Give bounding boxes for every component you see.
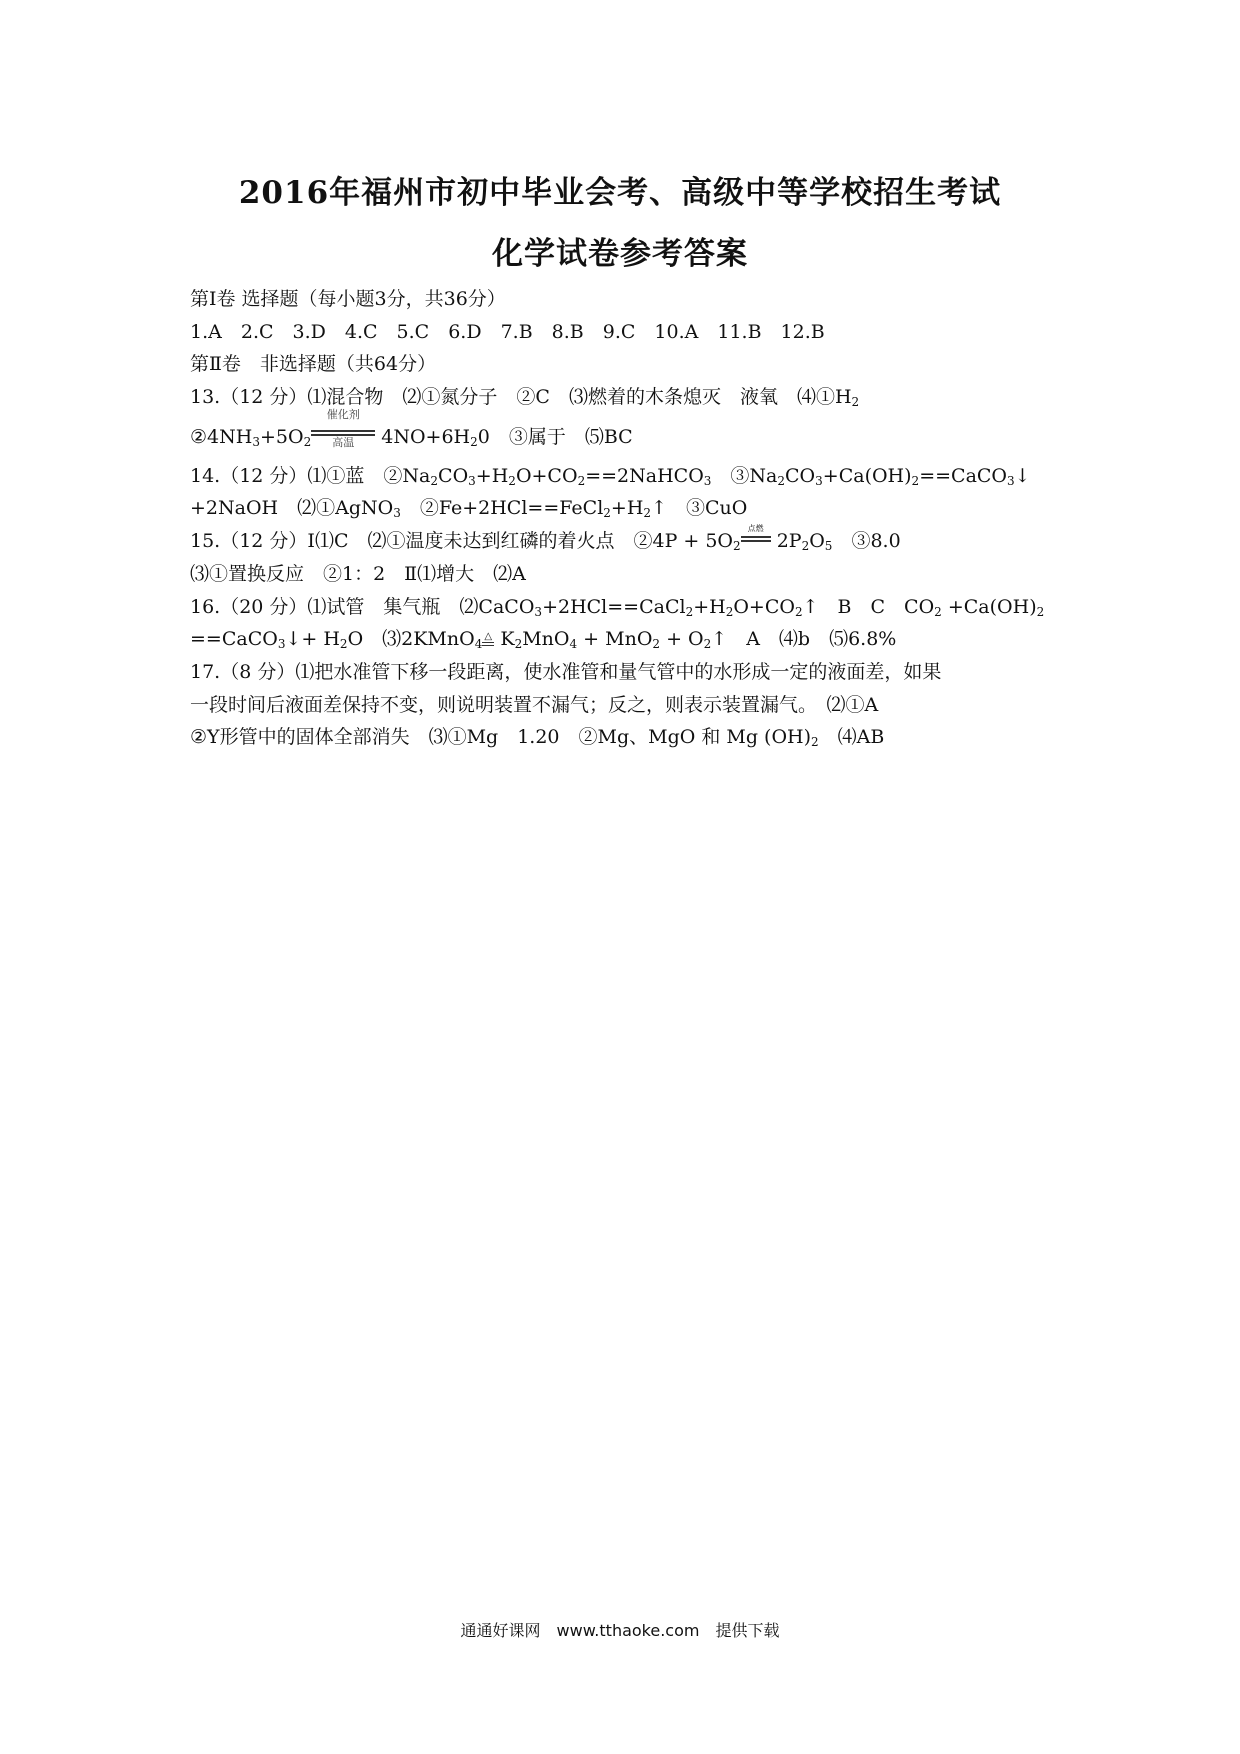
q15-line2: ⑶①置换反应 ②1：2 Ⅱ⑴增大 ⑵A: [190, 562, 526, 585]
q13-line1: 13.（12 分）⑴混合物 ⑵①氮分子 ②C ⑶燃着的木条熄灭 液氧 $⑷①H_2$: [190, 386, 860, 410]
q17-line2: 一段时间后液面差保持不变，则说明装置不漏气；反之，则表示装置漏气。 ⑵①A: [190, 693, 879, 716]
q17-line1: 17.（8 分）⑴把水准管下移一段距离，使水准管和量气管中的水形成一定的液面差，如果: [190, 660, 942, 683]
answer-body: [190, 283, 1070, 754]
q13-line2: $②4NH_3+5O_2$ 催化剂 高温 $4NO+6H_20$ ③属于 ⑸BC: [190, 407, 633, 449]
document-title: 2016年福州市初中毕业会考、高级中等学校招生考试: [238, 175, 1002, 211]
q14-line1: 14.（12 分）⑴①蓝 $②Na_2CO_3+H_2O+CO_2==2NaHCO_3$ $③Na_2CO_3+Ca(OH)_2==CaCO_3↓$: [190, 464, 1031, 488]
document-subtitle: 化学试卷参考答案: [492, 236, 748, 272]
q14-line2: +2NaOH ⑵①AgNO$_3$ $②Fe+2HCl==FeCl_2+H_2↑$ ③CuO: [190, 497, 748, 521]
ignition-condition-arrow: 点燃: [741, 532, 771, 552]
footer-watermark: 通通好课网 www.tthaoke.com 提供下载: [460, 1621, 780, 1640]
q16-line2: ==CaCO$_3$↓+ $H_2O$ ⑶2KMnO$_4$ △ $K_2MnO_4 + MnO_2$ + $O_2↑$ A ⑷b ⑸6.8%: [190, 628, 897, 652]
heat-condition-icon: △: [482, 632, 494, 648]
multiple-choice-answers: 1.A 2.C 3.D 4.C 5.C 6.D 7.B 8.B 9.C 10.A 11.B 12.B: [190, 320, 825, 343]
q16-line1: 16.（20 分）⑴试管 集气瓶 $⑵CaCO_3+2HCl==CaCl_2+H_2O+CO_2↑$ B C $CO_2 +Ca(OH)_2$: [190, 595, 1045, 619]
reaction-condition-arrow: 催化剂 高温: [311, 428, 375, 448]
section1-header: 第Ⅰ卷 选择题（每小题3分，共36分）: [190, 288, 506, 310]
section2-header: 第Ⅱ卷 非选择题（共64分）: [190, 353, 437, 376]
q15-line1: 15.（12 分）Ⅰ⑴C ⑵①温度未达到红磷的着火点 ②4P + $5O_2$ 点燃 $2P_2O_5$ ③8.0: [190, 524, 901, 554]
q17-line3: ②Y形管中的固体全部消失 ⑶①Mg 1.20 ②Mg、MgO 和 Mg $(OH)_2$ ⑷AB: [190, 726, 885, 750]
